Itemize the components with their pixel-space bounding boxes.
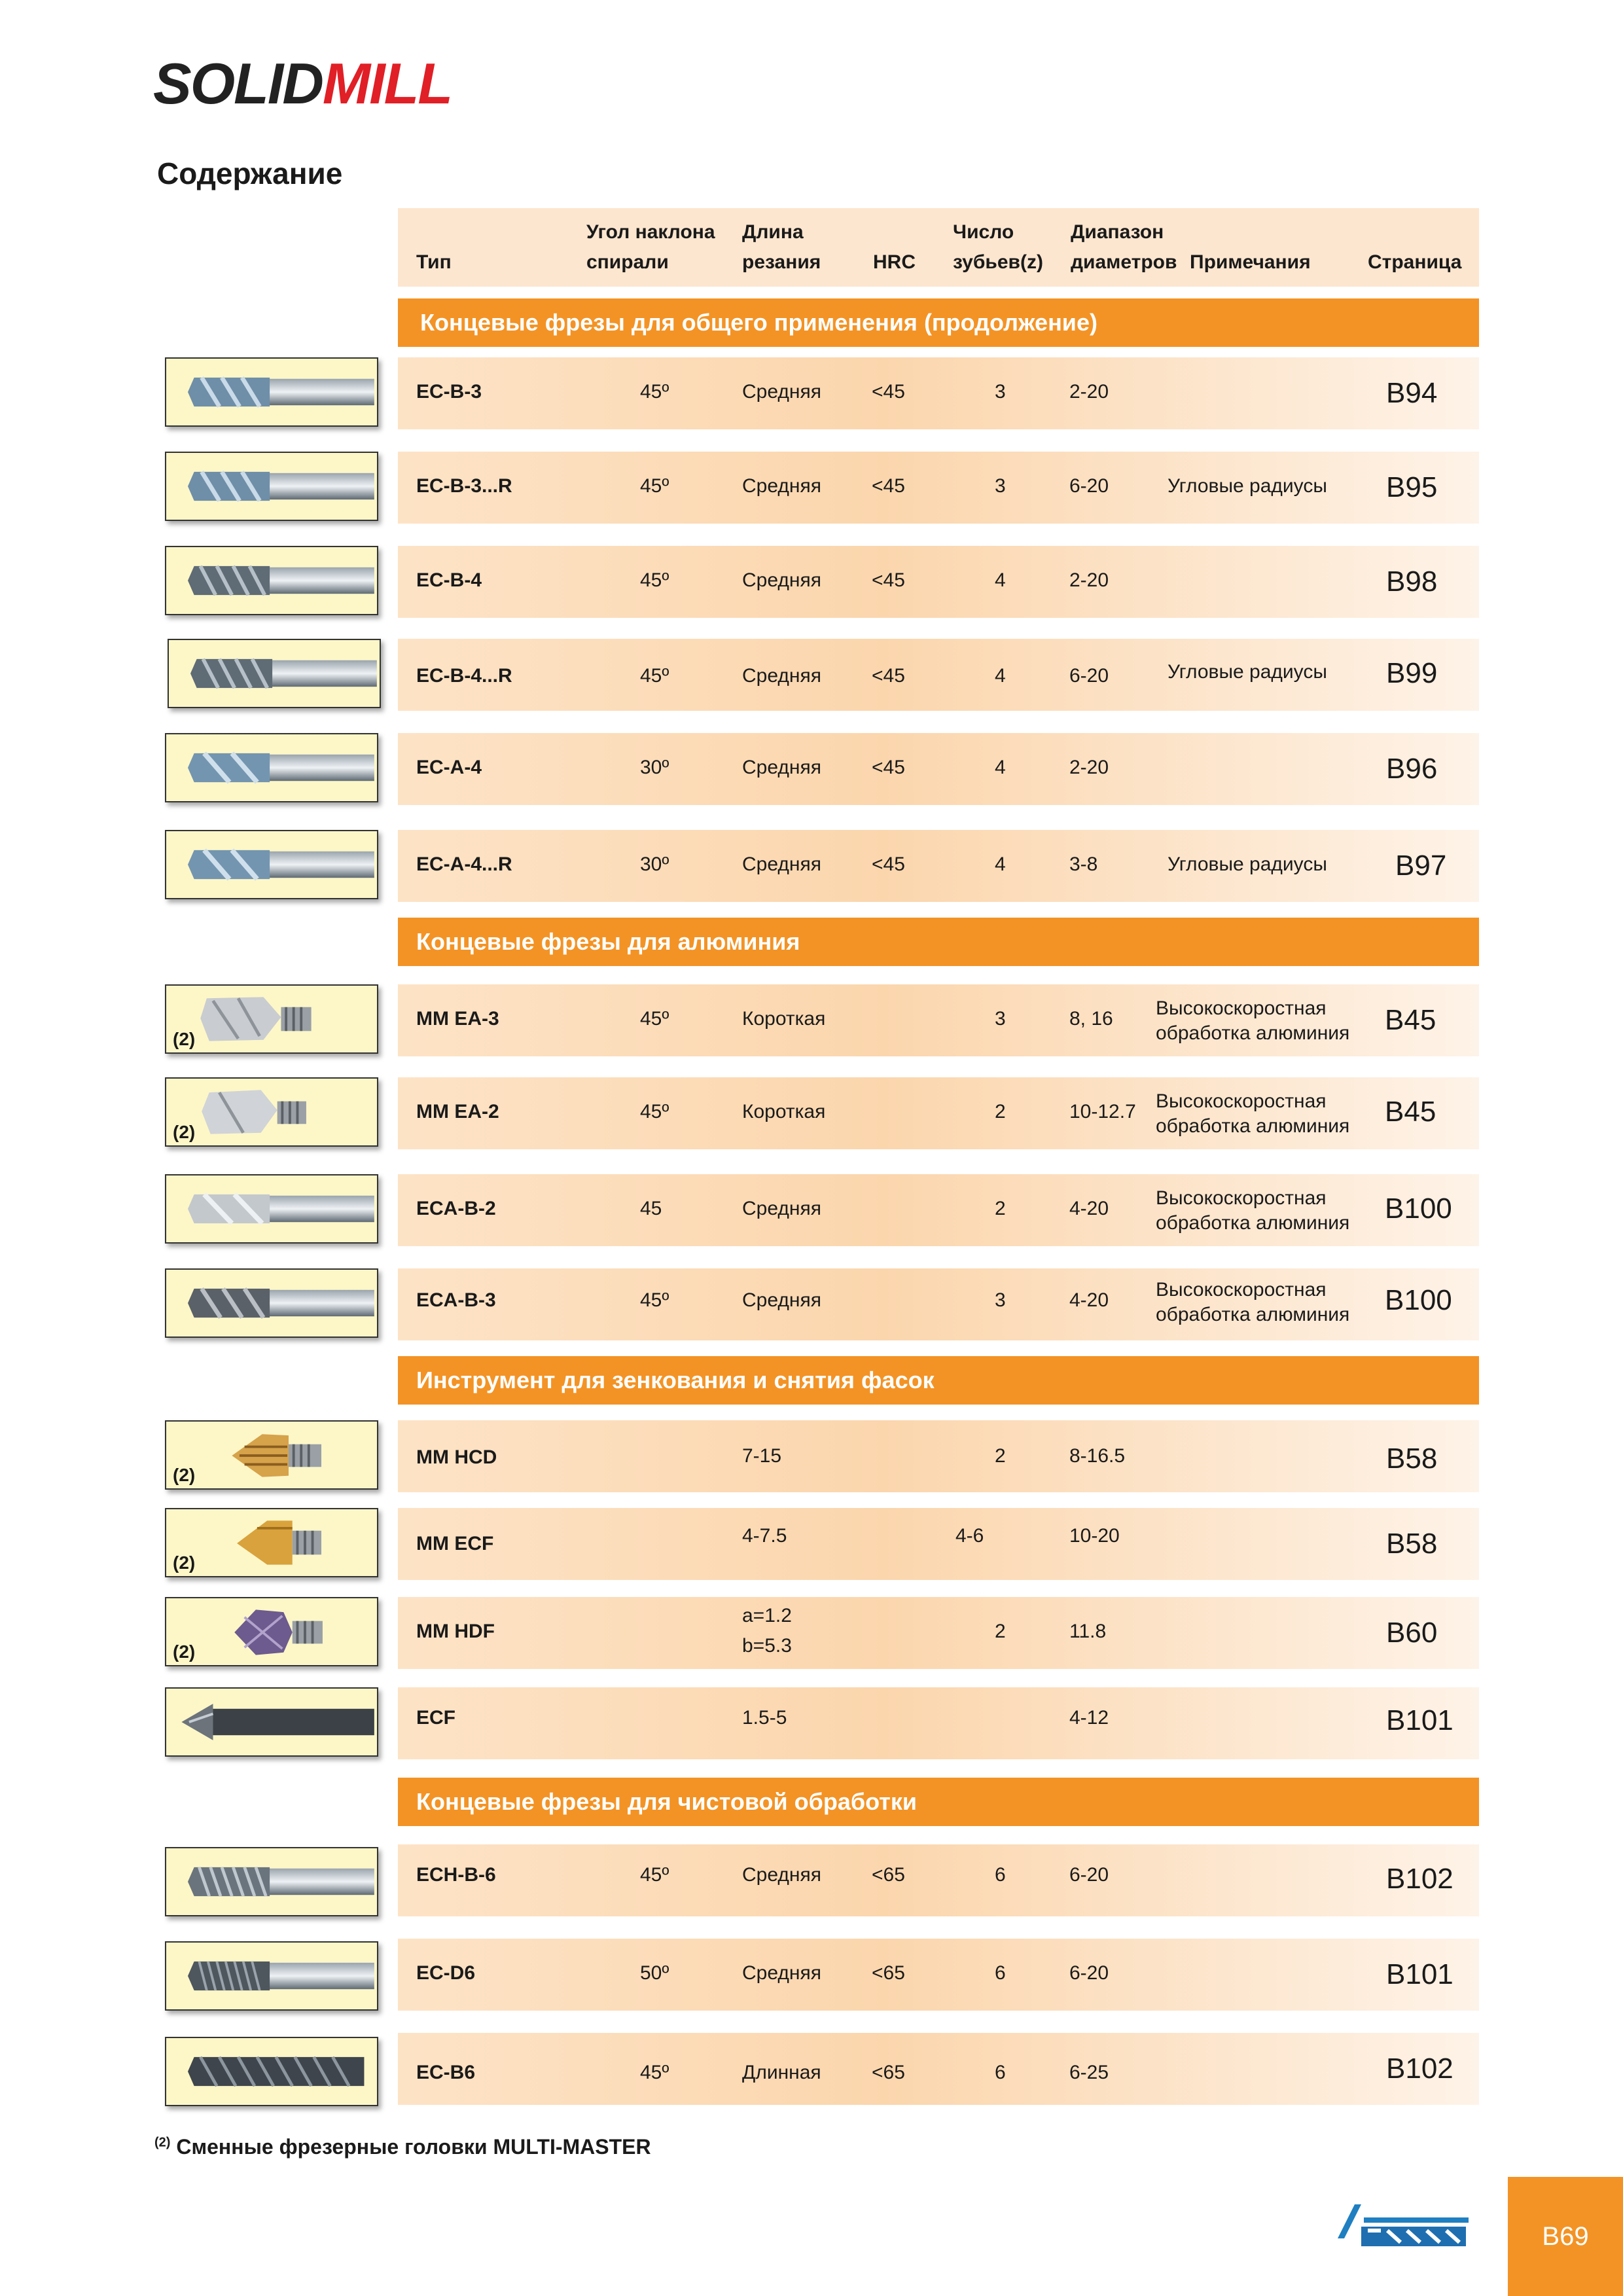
cell-notes: Угловые радиусы (1168, 475, 1327, 497)
cell-hrc: <45 (872, 757, 905, 778)
col-helix-2: спирали (586, 251, 669, 273)
cell-teeth: 4 (995, 757, 1006, 778)
cell-length: Средняя (742, 757, 821, 778)
cell-page: B100 (1385, 1193, 1452, 1225)
col-notes: Примечания (1190, 251, 1311, 273)
milling-head-icon (166, 986, 377, 1052)
table-row (398, 984, 1479, 1056)
cell-diameter: 6-20 (1069, 1864, 1109, 1886)
cell-teeth: 3 (995, 1008, 1006, 1030)
cell-diameter: 2-20 (1069, 757, 1109, 778)
cell-page: B101 (1386, 1958, 1454, 1990)
cell-helix: 45º (640, 2062, 669, 2083)
end-mill-icon (166, 1848, 377, 1915)
deburring-head-icon (166, 1598, 377, 1665)
tool-image-mm-ea-2 (165, 1077, 378, 1147)
tool-image-mm-hcd (165, 1420, 378, 1490)
cell-page: B98 (1386, 565, 1438, 598)
cell-page: B101 (1386, 1704, 1454, 1736)
cell-teeth: 3 (995, 1289, 1006, 1311)
cell-type: EC-D6 (416, 1962, 476, 1984)
cell-teeth: 6 (995, 2062, 1006, 2083)
cell-diameter: 10-12.7 (1069, 1101, 1136, 1122)
cell-notes-line-1: Высокоскоростная (1156, 1187, 1327, 1209)
cell-teeth: 4-6 (955, 1525, 984, 1547)
cell-diameter: 2-20 (1069, 569, 1109, 591)
cell-type: MM EA-3 (416, 1008, 499, 1030)
footnote-marker: (2) (154, 2135, 171, 2150)
cell-type: EC-B-4...R (416, 665, 512, 687)
end-mill-icon (166, 1943, 377, 2009)
cell-helix: 45º (640, 1008, 669, 1030)
milling-head-icon (166, 1079, 377, 1145)
cell-page: B45 (1385, 1096, 1436, 1128)
cell-page: B45 (1385, 1004, 1436, 1036)
cell-length: Средняя (742, 1289, 821, 1311)
section-finishing: Концевые фрезы для чистовой обработки (398, 1778, 1479, 1826)
col-z-1: Число (953, 221, 1014, 243)
cell-teeth: 4 (995, 665, 1006, 687)
cell-type: EC-A-4 (416, 757, 482, 778)
iscar-logo-icon (1335, 2198, 1472, 2257)
table-row (398, 2033, 1479, 2105)
end-mill-icon (166, 2038, 377, 2105)
end-mill-icon (166, 734, 377, 801)
cell-hrc: <45 (872, 853, 905, 875)
tool-image-ec-b-3-r (165, 452, 378, 521)
col-diam-2: диаметров (1071, 251, 1177, 273)
chamfer-head-icon (166, 1422, 377, 1488)
col-helix-1: Угол наклона (586, 221, 715, 243)
end-mill-icon (169, 640, 380, 707)
cell-helix: 45º (640, 1289, 669, 1311)
cell-length: 7-15 (742, 1445, 782, 1467)
cell-helix: 45º (640, 665, 669, 687)
cell-notes: Угловые радиусы (1168, 853, 1327, 875)
cell-hrc: <65 (872, 1864, 905, 1886)
end-mill-icon (166, 547, 377, 614)
cell-teeth: 4 (995, 853, 1006, 875)
tool-image-mm-ecf (165, 1508, 378, 1577)
cell-type: EC-B-3...R (416, 475, 512, 497)
footnote-marker: (2) (173, 1122, 196, 1142)
cell-hrc: <65 (872, 2062, 905, 2083)
solidmill-logo (153, 51, 452, 116)
cell-page: B58 (1386, 1443, 1438, 1475)
cell-diameter: 8, 16 (1069, 1008, 1113, 1030)
cell-type: EC-A-4...R (416, 853, 512, 875)
table-row (398, 1174, 1479, 1246)
cell-notes-line-1: Высокоскоростная (1156, 1279, 1327, 1300)
cell-type: ECA-B-2 (416, 1198, 496, 1219)
countersink-head-icon (166, 1509, 377, 1576)
footnote-marker: (2) (173, 1552, 196, 1573)
tool-image-mm-ea-3 (165, 984, 378, 1054)
page-title: Содержание (157, 156, 343, 190)
cell-page: B58 (1386, 1528, 1438, 1560)
cell-length: Средняя (742, 853, 821, 875)
cell-length: Средняя (742, 1962, 821, 1984)
cell-notes-line-2: обработка алюминия (1156, 1022, 1350, 1044)
cell-length-line-2: b=5.3 (742, 1635, 792, 1657)
cell-diameter: 11.8 (1069, 1621, 1107, 1642)
col-diam-1: Диапазон (1071, 221, 1164, 243)
cell-type: MM EA-2 (416, 1101, 499, 1122)
logo-part-solid: SOLID (153, 51, 323, 116)
cell-length: Короткая (742, 1101, 826, 1122)
end-mill-icon (166, 1270, 377, 1336)
cell-hrc: <45 (872, 665, 905, 687)
chamfer-mill-icon (166, 1689, 377, 1755)
cell-teeth: 4 (995, 569, 1006, 591)
col-length-2: резания (742, 251, 821, 273)
tool-image-ec-b-3 (165, 357, 378, 427)
page-number: B69 (1508, 2177, 1623, 2296)
cell-helix: 45º (640, 1864, 669, 1886)
table-row (398, 452, 1479, 524)
tool-image-ec-b6 (165, 2037, 378, 2106)
cell-length: Средняя (742, 381, 821, 403)
table-row (398, 830, 1479, 902)
cell-type: ECF (416, 1707, 455, 1729)
end-mill-icon (166, 359, 377, 425)
table-row (398, 733, 1479, 805)
cell-page: B96 (1386, 753, 1438, 785)
cell-page: B102 (1386, 2053, 1454, 2085)
footnote-marker: (2) (173, 1641, 196, 1662)
tool-image-ec-b-4 (165, 546, 378, 615)
cell-page: B100 (1385, 1284, 1452, 1316)
cell-length: Короткая (742, 1008, 826, 1030)
cell-diameter: 10-20 (1069, 1525, 1120, 1547)
cell-helix: 30º (640, 853, 669, 875)
cell-helix: 45º (640, 475, 669, 497)
cell-type: EC-B-3 (416, 381, 482, 403)
cell-length: Средняя (742, 665, 821, 687)
tool-image-ec-d6 (165, 1941, 378, 2011)
tool-image-ec-b-4-r (168, 639, 381, 708)
cell-hrc: <45 (872, 475, 905, 497)
table-row (398, 1268, 1479, 1340)
end-mill-icon (166, 1175, 377, 1242)
table-row (398, 1508, 1479, 1580)
table-row (398, 639, 1479, 711)
cell-helix: 30º (640, 757, 669, 778)
logo-part-mill: MILL (322, 51, 452, 116)
cell-notes-line-1: Высокоскоростная (1156, 1090, 1327, 1112)
footnote (154, 2135, 651, 2159)
cell-page: B94 (1386, 377, 1438, 409)
end-mill-icon (166, 453, 377, 520)
cell-hrc: <45 (872, 569, 905, 591)
footnote-marker: (2) (173, 1465, 196, 1485)
cell-diameter: 3-8 (1069, 853, 1098, 875)
cell-helix: 45º (640, 569, 669, 591)
section-general: Концевые фрезы для общего применения (продолжение) (398, 298, 1479, 347)
cell-diameter: 6-20 (1069, 475, 1109, 497)
cell-helix: 45 (640, 1198, 662, 1219)
cell-type: MM HCD (416, 1446, 497, 1468)
cell-teeth: 6 (995, 1962, 1006, 1984)
cell-length: Длинная (742, 2062, 821, 2083)
section-chamfer: Инструмент для зенкования и снятия фасок (398, 1356, 1479, 1405)
table-row (398, 1939, 1479, 2011)
cell-helix: 45º (640, 381, 669, 403)
cell-length: Средняя (742, 1864, 821, 1886)
cell-page: B102 (1386, 1863, 1454, 1895)
cell-diameter: 6-20 (1069, 1962, 1109, 1984)
cell-diameter: 4-20 (1069, 1289, 1109, 1311)
cell-length: Средняя (742, 569, 821, 591)
iscar-logo (1335, 2198, 1472, 2257)
table-row (398, 546, 1479, 618)
cell-teeth: 2 (995, 1101, 1006, 1122)
col-type: Тип (416, 251, 452, 273)
table-row (398, 1597, 1479, 1669)
cell-teeth: 3 (995, 475, 1006, 497)
cell-notes-line-1: Высокоскоростная (1156, 997, 1327, 1019)
col-hrc: HRC (873, 251, 916, 273)
cell-page: B95 (1386, 471, 1438, 503)
cell-notes: Угловые радиусы (1168, 661, 1327, 683)
cell-teeth: 6 (995, 1864, 1006, 1886)
cell-teeth: 2 (995, 1198, 1006, 1219)
table-header (398, 208, 1479, 287)
cell-page: B60 (1386, 1617, 1438, 1649)
table-row (398, 357, 1479, 429)
cell-page: B99 (1386, 657, 1438, 689)
col-z-2: зубьев(z) (953, 251, 1043, 273)
cell-type: EC-B6 (416, 2062, 476, 2083)
cell-helix: 50º (640, 1962, 669, 1984)
col-length-1: Длина (742, 221, 804, 243)
tool-image-ec-a-4 (165, 733, 378, 802)
cell-type: ECH-B-6 (416, 1864, 496, 1886)
cell-hrc: <45 (872, 381, 905, 403)
cell-diameter: 6-20 (1069, 665, 1109, 687)
footnote-marker: (2) (173, 1029, 196, 1049)
cell-notes-line-2: обработка алюминия (1156, 1304, 1350, 1325)
cell-diameter: 4-12 (1069, 1707, 1109, 1729)
section-aluminium: Концевые фрезы для алюминия (398, 918, 1479, 966)
tool-image-ecf (165, 1687, 378, 1757)
cell-teeth: 2 (995, 1445, 1006, 1467)
tool-image-mm-hdf (165, 1597, 378, 1666)
cell-type: EC-B-4 (416, 569, 482, 591)
table-row (398, 1687, 1479, 1759)
cell-hrc: <65 (872, 1962, 905, 1984)
cell-diameter: 4-20 (1069, 1198, 1109, 1219)
tool-image-eca-b-2 (165, 1174, 378, 1244)
cell-helix: 45º (640, 1101, 669, 1122)
cell-page: B97 (1395, 850, 1447, 882)
footnote-text: Сменные фрезерные головки MULTI-MASTER (170, 2135, 651, 2159)
cell-diameter: 8-16.5 (1069, 1445, 1126, 1467)
cell-teeth: 2 (995, 1621, 1006, 1642)
cell-length-line-1: a=1.2 (742, 1605, 792, 1626)
cell-type: ECA-B-3 (416, 1289, 496, 1311)
tool-image-ech-b-6 (165, 1847, 378, 1916)
cell-length: Средняя (742, 475, 821, 497)
cell-type: MM HDF (416, 1621, 495, 1642)
col-page: Страница (1368, 251, 1462, 273)
cell-length: 4-7.5 (742, 1525, 787, 1547)
cell-length: Средняя (742, 1198, 821, 1219)
cell-diameter: 2-20 (1069, 381, 1109, 403)
cell-teeth: 3 (995, 381, 1006, 403)
cell-diameter: 6-25 (1069, 2062, 1109, 2083)
table-row (398, 1077, 1479, 1149)
tool-image-ec-a-4-r (165, 830, 378, 899)
end-mill-icon (166, 831, 377, 898)
cell-type: MM ECF (416, 1533, 494, 1554)
table-row (398, 1844, 1479, 1916)
cell-notes-line-2: обработка алюминия (1156, 1115, 1350, 1137)
cell-length: 1.5-5 (742, 1707, 787, 1729)
tool-image-eca-b-3 (165, 1268, 378, 1338)
cell-notes-line-2: обработка алюминия (1156, 1212, 1350, 1234)
table-row (398, 1420, 1479, 1492)
